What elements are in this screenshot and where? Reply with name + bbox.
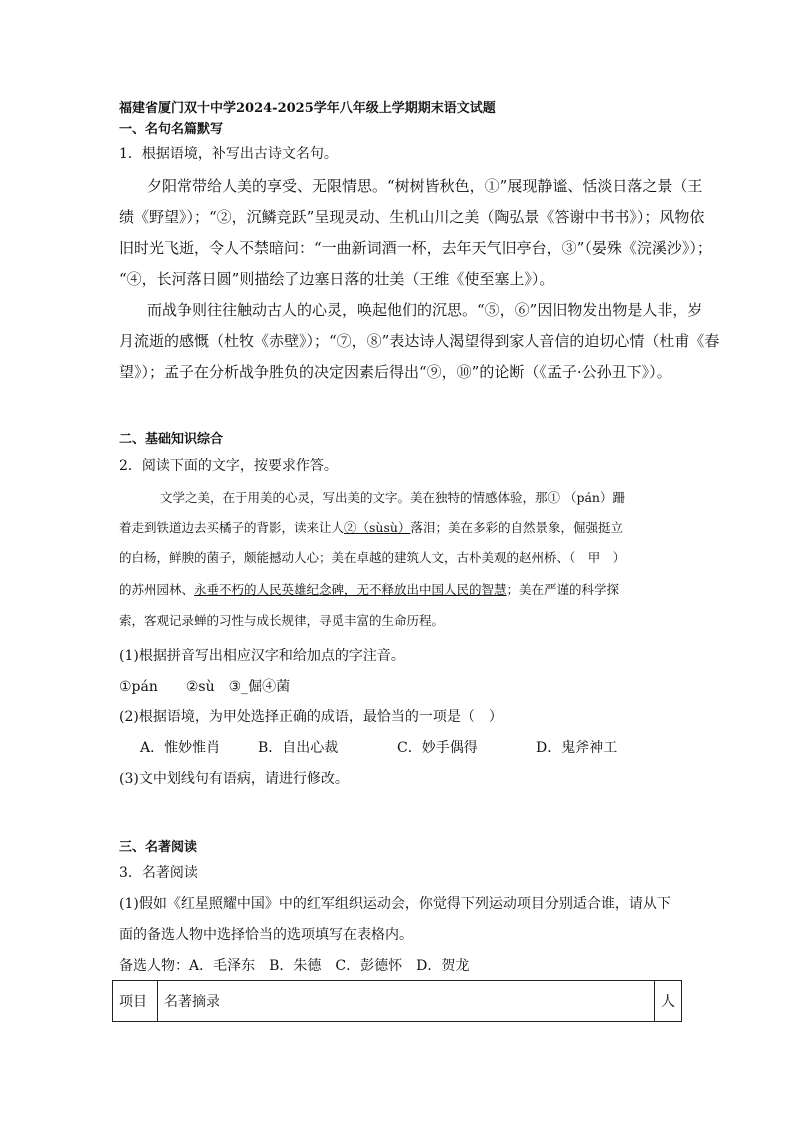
candidate-list: 备选人物：A．毛泽东 B．朱德 C．彭德怀 D．贺龙 [119,958,470,974]
table-header-excerpt: 名著摘录 [158,981,655,1022]
passage-line-2-text-c: 落泪；美在多彩的自然景象，倔强挺立 [410,520,623,535]
option-d: D．鬼斧神工 [536,740,618,756]
q1-paragraph-1-line-1: 夕阳常带给人美的享受、无限情思。“树树皆秋色，①”展现静谧、恬淡日落之景（王 [147,177,703,195]
passage-line-4 [119,580,619,598]
q1-paragraph-1-line-3: 旧时光飞逝，令人不禁暗问：“一曲新词酒一杯，去年天气旧亭台，③”（晏殊《浣溪沙》）； [119,239,712,257]
underlined-sentence: 永垂不朽的人民英雄纪念碑，无不释放出中国人民的智慧 [194,582,507,597]
section-heading-3: 三、名著阅读 [119,840,198,855]
q2-sub-question-3: (3)文中划线句有语病，请进行修改。 [119,771,349,787]
passage-line-5: 索，客观记录蝉的习性与成长规律，寻觅丰富的生命历程。 [119,613,445,628]
section-heading-1: 一、名句名篇默写 [119,122,224,137]
question-1-stem: 1．根据语境，补写出古诗文名句。 [119,146,338,162]
exam-title: 福建省厦门双十中学2024-2025学年八年级上学期期末语文试题 [119,101,496,116]
passage-line-2 [119,518,623,536]
q1-paragraph-1-line-4: “④，长河落日圆”则描绘了边塞日落的壮美（王维《使至塞上》）。 [119,270,555,288]
passage-line-4-text-a: 的苏州园林、 [119,582,195,597]
option-a: A．惟妙惟肖 [140,740,221,756]
option-c: C．妙手偶得 [397,740,478,756]
passage-blank-2: ②（sùsù） [344,520,411,535]
option-b: B．自出心裁 [258,740,339,756]
passage-line-3: 的白杨，鲜腴的菌子，颇能撼动人心；美在卓越的建筑人文，古朴美观的赵州桥、（ 甲 ） [119,550,626,565]
section-heading-2: 二、基础知识综合 [119,432,224,447]
q3-sub-question-1-line-2: 面的备选人物中选择恰当的选项填写在表格内。 [119,927,413,943]
passage-line-4-text-c: ；美在严谨的科学探 [506,582,620,597]
q2-sub-question-1: (1)根据拼音写出相应汉字和给加点的字注音。 [119,648,405,664]
passage-line-1: 文学之美，在于用美的心灵，写出美的文字。美在独特的情感体验，那① （pán）跚 [160,490,625,505]
q2-sub-question-1-answers: ①pán ②sù ③_倔④菌 [119,679,291,695]
passage-line-2-text-a: 着走到铁道边去买橘子的背影，读来让人 [119,520,345,535]
table-header-row [113,981,682,1022]
q1-paragraph-1-line-2: 绩《野望》）；“②，沉鳞竞跃”呈现灵动、生机山川之美（陶弘景《答谢中书书》）；风物依 [119,208,705,226]
question-2-stem: 2．阅读下面的文字，按要求作答。 [119,458,338,474]
answer-table [112,980,682,1022]
q1-paragraph-2-line-2: 月流逝的感慨（杜牧《赤壁》）；“⑦，⑧”表达诗人渴望得到家人音信的迫切心情（杜甫《春 [119,332,720,350]
q2-sub-question-2: (2)根据语境，为甲处选择正确的成语，最恰当的一项是（ ） [119,709,503,725]
q3-sub-question-1-line-1: (1)假如《红星照耀中国》中的红军组织运动会，你觉得下列运动项目分别适合谁，请从下 [119,896,671,912]
q1-paragraph-2-line-1: 而战争则往往触动古人的心灵，唤起他们的沉思。“⑤，⑥”因旧物发出物是人非，岁 [147,301,703,319]
q1-paragraph-2-line-3: 望》）；孟子在分析战争胜负的决定因素后得出“⑨，⑩”的论断（《孟子·公孙丑下》）。 [119,363,672,381]
question-3-stem: 3．名著阅读 [119,865,198,881]
table-header-item: 项目 [113,981,158,1022]
table-header-person: 人 [655,981,682,1022]
